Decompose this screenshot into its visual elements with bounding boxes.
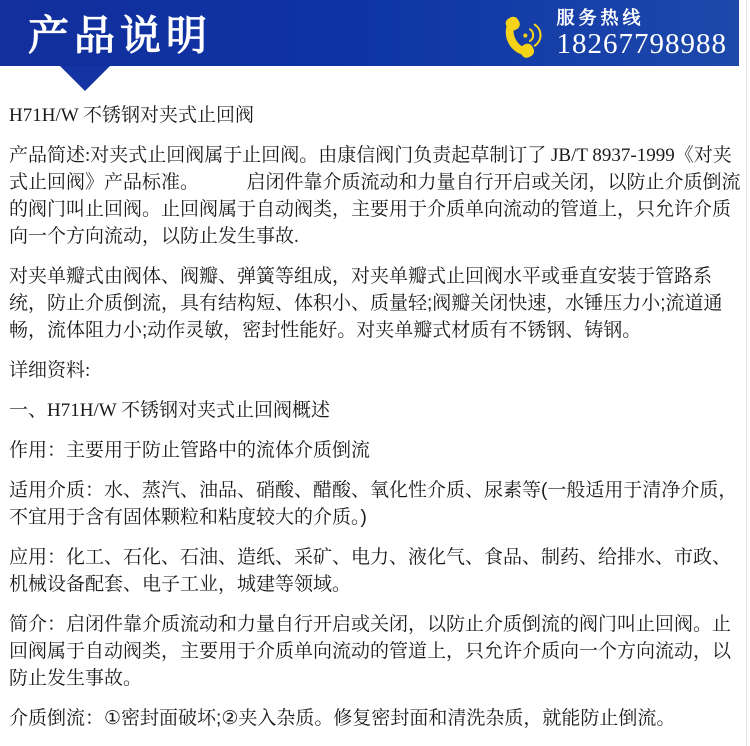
paragraph-backflow-causes: 介质倒流：①密封面破坏;②夹入杂质。修复密封面和清洗杂质，就能防止倒流。	[9, 708, 676, 729]
heading-details: 详细资料:	[9, 360, 91, 381]
hotline-text	[557, 7, 728, 60]
paragraph-wafer-design: 对夹单瓣式由阀体、阀瓣、弹簧等组成，对夹单瓣式止回阀水平或垂直安装于管路系统，防止介质倒流，具有结构短、体积小、质量轻;阀瓣关闭快速，水锤压力小;流道通畅，流体阻力小;动作灵敏，密封性能好。对夹单瓣式材质有不锈钢、铸钢。	[9, 266, 723, 341]
banner-arrow	[60, 66, 110, 91]
phone-icon	[498, 8, 548, 60]
paragraph-product-brief: 产品简述:对夹式止回阀属于止回阀。由康信阀门负责起草制订了 JB/T 8937-1999《对夹式止回阀》产品标准。 启闭件靠介质流动和力量自行开启或关闭，以防止介质倒流的阀门叫止回阀。止回阀属于自动阀类，主要用于介质单向流动的管道上，只允许介质向一个方向流动，以防止发生事故.	[9, 145, 741, 247]
heading-overview: 一、H71H/W 不锈钢对夹式止回阀概述	[9, 400, 331, 421]
hotline-label: 服务热线	[556, 8, 645, 28]
page-title: 产品说明	[28, 12, 212, 59]
product-title-line: H71H/W 不锈钢对夹式止回阀	[9, 105, 255, 126]
header-banner	[0, 0, 739, 66]
paragraph-applications: 应用：化工、石化、石油、造纸、采矿、电力、液化气、食品、制药、给排水、市政、机械设备配套、电子工业，城建等领域。	[9, 547, 732, 595]
paragraph-intro: 简介：启闭件靠介质流动和力量自行开启或关闭，以防止介质倒流的阀门叫止回阀。止回阀属于自动阀类，主要用于介质单向流动的管道上，只允许介质向一个方向流动，以防止发生事故。	[9, 614, 732, 689]
paragraph-function: 作用：主要用于防止管路中的流体介质倒流	[9, 440, 371, 461]
hotline-number: 18267798988	[556, 28, 727, 60]
product-description-content	[0, 66, 750, 732]
paragraph-applicable-media: 适用介质：水、蒸汽、油品、硝酸、醋酸、氧化性介质、尿素等(一般适用于清净介质，不宜用于含有固体颗粒和粘度较大的介质。)	[9, 480, 738, 528]
service-hotline	[498, 7, 728, 60]
